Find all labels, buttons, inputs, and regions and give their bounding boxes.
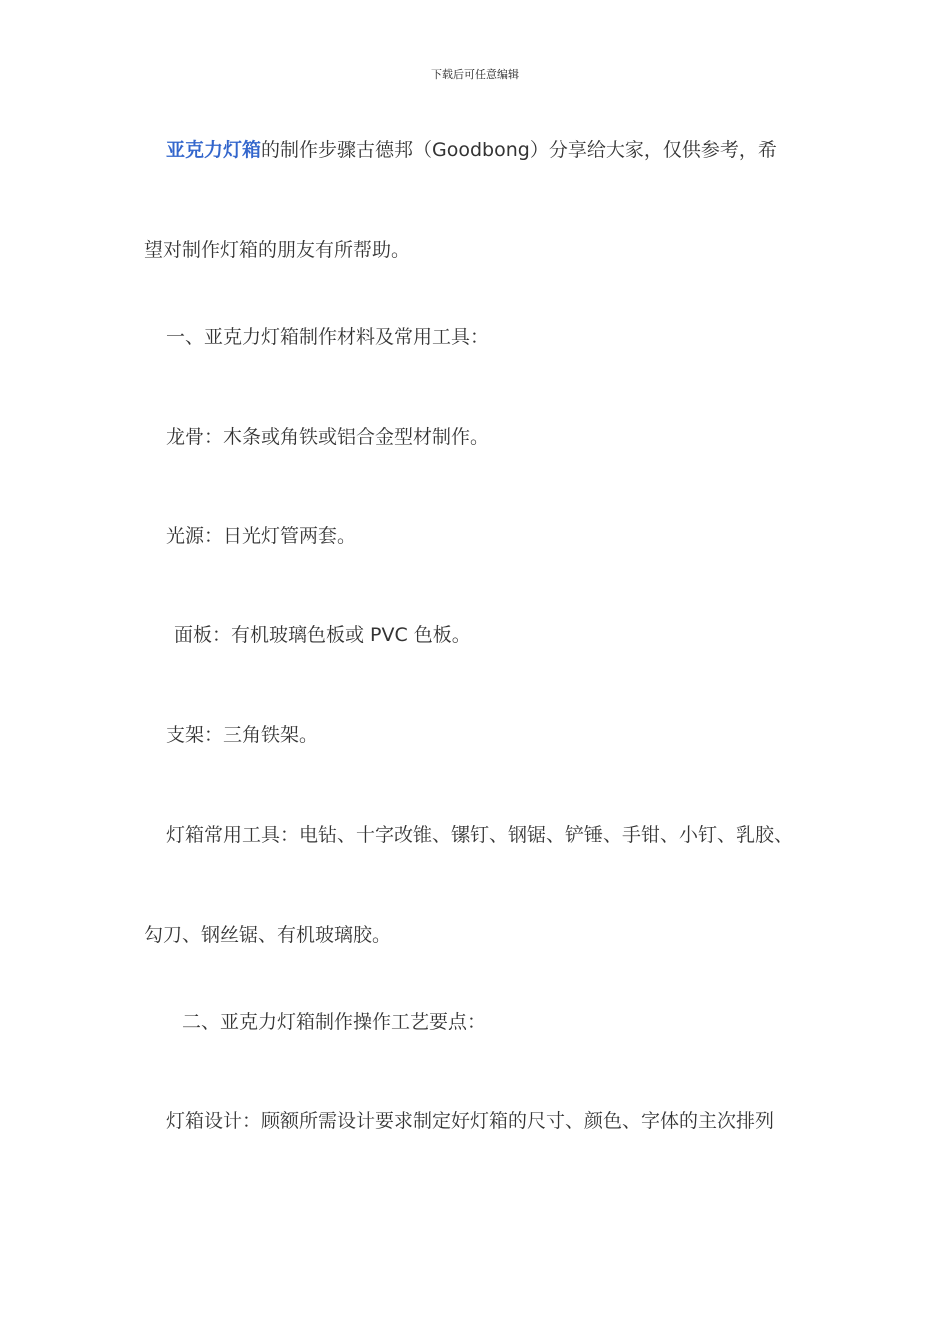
bracket-item: 支架：三角铁架。: [166, 724, 319, 746]
intro-line-1: [166, 138, 777, 162]
light-source-item: 光源：日光灯管两套。: [166, 525, 357, 547]
keel-item: 龙骨：木条或角铁或铝合金型材制作。: [166, 426, 490, 448]
tools-item-continuation: 勾刀、钢丝锯、有机玻璃胶。: [144, 924, 392, 946]
intro-line-1-text: 的制作步骤古德邦（Goodbong）分享给大家，仅供参考，希: [261, 139, 777, 161]
panel-item: 面板：有机玻璃色板或 PVC 色板。: [174, 624, 471, 646]
section-1-heading: 一、亚克力灯箱制作材料及常用工具：: [166, 326, 490, 348]
intro-line-2: 望对制作灯箱的朋友有所帮助。: [144, 239, 411, 261]
section-2-heading: 二、亚克力灯箱制作操作工艺要点：: [182, 1011, 487, 1033]
page-header: 下载后可任意编辑: [431, 68, 519, 81]
lightbox-design-item: 灯箱设计：顾额所需设计要求制定好灯箱的尺寸、颜色、字体的主次排列: [166, 1110, 775, 1132]
acrylic-lightbox-link[interactable]: 亚克力灯箱: [166, 139, 262, 161]
tools-item: 灯箱常用工具：电钻、十字改锥、镙钉、钢锯、铲锤、手钳、小钉、乳胶、: [166, 824, 794, 846]
